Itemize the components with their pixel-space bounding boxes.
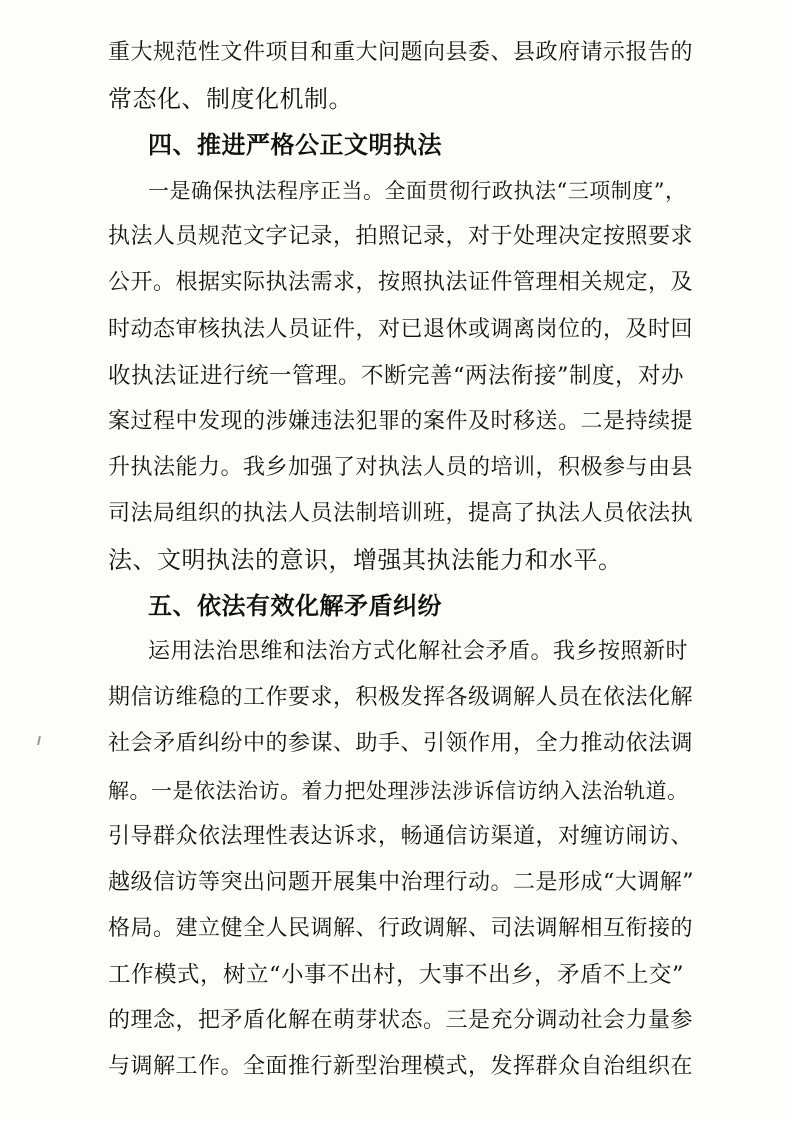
text-line: 时动态审核执法人员证件，对已退休或调离岗位的，及时回 (108, 316, 694, 342)
text-line: 的理念，把矛盾化解在萌芽状态。三是充分调动社会力量参 (108, 1007, 694, 1033)
text-line: 工作模式，树立“小事不出村，大事不出乡，矛盾不上交” (108, 961, 685, 988)
text-line: 与调解工作。全面推行新型治理模式，发挥群众自治组织在 (108, 1054, 694, 1080)
text-line: 引导群众依法理性表达诉求，畅通信访渠道，对缠访闹访、 (108, 823, 694, 849)
text-line: 越级信访等突出问题开展集中治理行动。二是形成“大调解” (108, 869, 694, 895)
section-heading: 四、推进严格公正文明执法 (148, 131, 442, 160)
text-line: 常态化、制度化机制。 (108, 85, 353, 114)
text-line: 执法人员规范文字记录，拍照记录，对于处理决定按照要求 (108, 224, 694, 250)
text-line: 法、文明执法的意识，增强其执法能力和水平。 (108, 546, 623, 575)
text-line: 司法局组织的执法人员法制培训班，提高了执法人员依法执 (108, 500, 694, 526)
text-line: 一是确保执法程序正当。全面贯彻行政执法“三项制度”， (148, 179, 687, 204)
scan-speck (37, 736, 41, 745)
text-line: 期信访维稳的工作要求，积极发挥各级调解人员在依法化解 (108, 685, 694, 711)
text-line: 运用法治思维和法治方式化解社会矛盾。我乡按照新时 (148, 639, 689, 665)
text-line: 格局。建立健全人民调解、行政调解、司法调解相互衔接的 (108, 915, 694, 941)
text-line: 重大规范性文件项目和重大问题向县委、县政府请示报告的 (108, 40, 694, 65)
text-line: 收执法证进行统一管理。不断完善“两法衔接”制度，对办 (108, 362, 685, 389)
text-line: 公开。根据实际执法需求，按照执法证件管理相关规定，及 (108, 270, 694, 296)
document-body (108, 30, 696, 1090)
text-line: 解。一是依法治访。着力把处理涉法涉诉信访纳入法治轨道。 (108, 778, 689, 803)
text-line: 案过程中发现的涉嫌违法犯罪的案件及时移送。二是持续提 (108, 408, 694, 434)
section-heading: 五、依法有效化解矛盾纠纷 (148, 592, 442, 621)
text-line: 升执法能力。我乡加强了对执法人员的培训，积极参与由县 (108, 454, 694, 480)
text-line: 社会矛盾纠纷中的参谋、助手、引领作用，全力推动依法调 (108, 731, 694, 757)
